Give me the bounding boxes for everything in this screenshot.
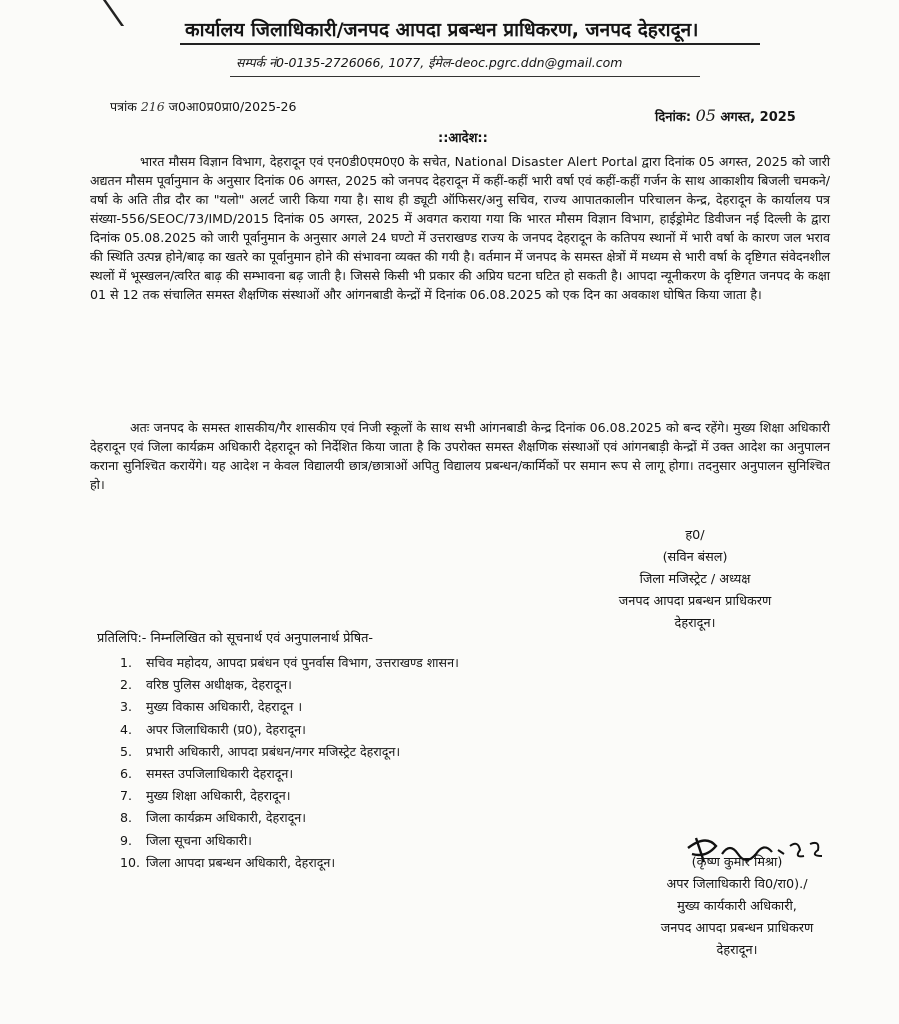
list-item: 6. समस्त उपजिलाधिकारी देहरादून। — [120, 766, 294, 782]
signatory-authority: जनपद आपदा प्रबन्धन प्राधिकरण — [660, 921, 814, 936]
signatory-role: मुख्य कार्यकारी अधिकारी, — [677, 899, 797, 914]
list-item: 1. सचिव महोदय, आपदा प्रबंधन एवं पुनर्वास विभाग, उत्तराखण्ड शासन। — [120, 655, 459, 670]
reference-suffix: ज0आ0प्र0प्रा0/2025-26 — [168, 99, 297, 114]
header-underline — [180, 43, 760, 45]
signed-mark: ह0/ — [685, 528, 705, 543]
list-item: 10. जिला आपदा प्रबन्धन अधिकारी, देहरादून। — [120, 854, 336, 870]
letter-date — [655, 106, 796, 125]
signatory-authority: जनपद आपदा प्रबन्धन प्राधिकरण — [618, 594, 772, 609]
reference-number: 216 — [140, 99, 165, 114]
office-header-title: कार्यालय जिलाधिकारी/जनपद आपदा प्रबन्धन प्राधिकरण, जनपद देहरादून। — [185, 19, 699, 41]
order-heading: ::आदेश:: — [438, 131, 488, 146]
letter-reference — [110, 98, 296, 115]
signatory-designation: जिला मजिस्ट्रेट / अध्यक्ष — [639, 572, 751, 587]
additional-dm-signature-block — [622, 852, 852, 962]
list-item: 5. प्रभारी अधिकारी, आपदा प्रबंधन/नगर मजिस्ट्रेट देहरादून। — [120, 743, 401, 759]
signatory-place: देहरादून। — [674, 616, 716, 631]
date-day: 05 — [695, 106, 716, 125]
list-item: 4. अपर जिलाधिकारी (प्र0), देहरादून। — [120, 721, 306, 737]
signatory-name: (कृष्ण कुमार मिश्रा) — [691, 855, 783, 870]
reference-label: पत्रांक — [110, 99, 137, 114]
order-paragraph-1: भारत मौसम विज्ञान विभाग, देहरादून एवं एन0डी0एम0ए0 के सचेत, National Disaster Alert Portal द्वारा दिनांक 05 अगस्त, 2025 को जारी अद्यतन मौसम पूर्वानुमान के अनुसार दिनांक 06 अगस्त, 2025 को जनपद देहरादून में कहीं-कहीं भारी वर्षा एवं कहीं-कहीं गर्जन के साथ आकाशीय बिजली चमकने/वर्षा के अति तीव्र दौर का "यलो" अलर्ट जारी किया गया है। साथ ही ड्यूटी ऑफिसर/अनु सचिव, राज्य आपातकालीन परिचालन केन्द्र, देहरादून के कार्यालय पत्र संख्या-556/SEOC/73/IMD/2015 दिनांक 05 अगस्त, 2025 में अवगत कराया गया कि भारत मौसम विज्ञान विभाग, हाईड्रोमेट डिवीजन नई दिल्ली के द्वारा दिनांक 05.08.2025 को जारी पूर्वानुमान के अनुसार अगले 24 घण्टो में उत्तराखण्ड राज्य के जनपद देहरादून के कतिपय स्थानों में भारी वर्षा के कारण जल भराव की स्थिति उत्पन्न होने/बाढ़ का खतरे का पूर्वानुमान होने की संभावना व्यक्त की गयी है। वर्तमान में जनपद के समस्त क्षेत्रों में मध्यम से भारी वर्षा के दृष्टिगत संवेदनशील स्थलों में भूस्खलन/त्वरित बाढ़ की सम्भावना बढ़ जाती है। जिससे किसी भी प्रकार की अप्रिय घटना घटित हो सकती है। आपदा न्यूनीकरण के दृष्टिगत जनपद के कक्षा 01 से 12 तक संचालित समस्त शैक्षणिक संस्थाओं और आंगनबाडी केन्द्रों में दिनांक 06.08.2025 को एक दिन का अवकाश घोषित किया जाता है। — [90, 154, 830, 302]
list-item: 8. जिला कार्यक्रम अधिकारी, देहरादून। — [120, 810, 307, 826]
district-magistrate-signature-block — [590, 525, 800, 635]
list-item: 7. मुख्य शिक्षा अधिकारी, देहरादून। — [120, 788, 291, 804]
pen-mark-decoration — [103, 0, 166, 26]
signatory-place: देहरादून। — [716, 943, 758, 958]
list-item: 2. वरिष्ठ पुलिस अधीक्षक, देहरादून। — [120, 677, 292, 693]
contact-underline — [230, 76, 700, 77]
office-contact-line: सम्पर्क नं0-0135-2726066, 1077, ईमेल-deoc.pgrc.ddn@gmail.com — [236, 55, 623, 70]
date-month-year: अगस्त, 2025 — [720, 110, 796, 125]
signatory-name: (सविन बंसल) — [662, 550, 728, 565]
order-paragraph-2: अतः जनपद के समस्त शासकीय/गैर शासकीय एवं निजी स्कूलों के साथ सभी आंगनबाडी केन्द्र दिनांक 06.08.2025 को बन्द रहेंगे। मुख्य शिक्षा अधिकारी देहरादून एवं जिला कार्यक्रम अधिकारी देहरादून को निर्देशित किया जाता है कि उपरोक्त समस्त शैक्षणिक संस्थाओं एवं आंगनबाड़ी केन्द्रों में उक्त आदेश का अनुपालन कराना सुनिश्चित करायेंगे। यह आदेश न केवल विद्यालयी छात्र/छात्राओं अपितु विद्यालय प्रबन्धन/कार्मिकों पर समान रूप से लागू होगा। तदनुसार अनुपालन सुनिश्चित हो। — [90, 420, 830, 492]
signatory-designation: अपर जिलाधिकारी वि0/रा0)./ — [666, 877, 808, 892]
copy-to-list — [120, 652, 459, 874]
copy-to-heading: प्रतिलिपि:- निम्नलिखित को सूचनार्थ एवं अनुपालनार्थ प्रेषित- — [97, 631, 374, 646]
list-item: 9. जिला सूचना अधिकारी। — [120, 832, 252, 848]
date-label: दिनांक: — [655, 110, 692, 125]
list-item: 3. मुख्य विकास अधिकारी, देहरादून । — [120, 699, 303, 715]
